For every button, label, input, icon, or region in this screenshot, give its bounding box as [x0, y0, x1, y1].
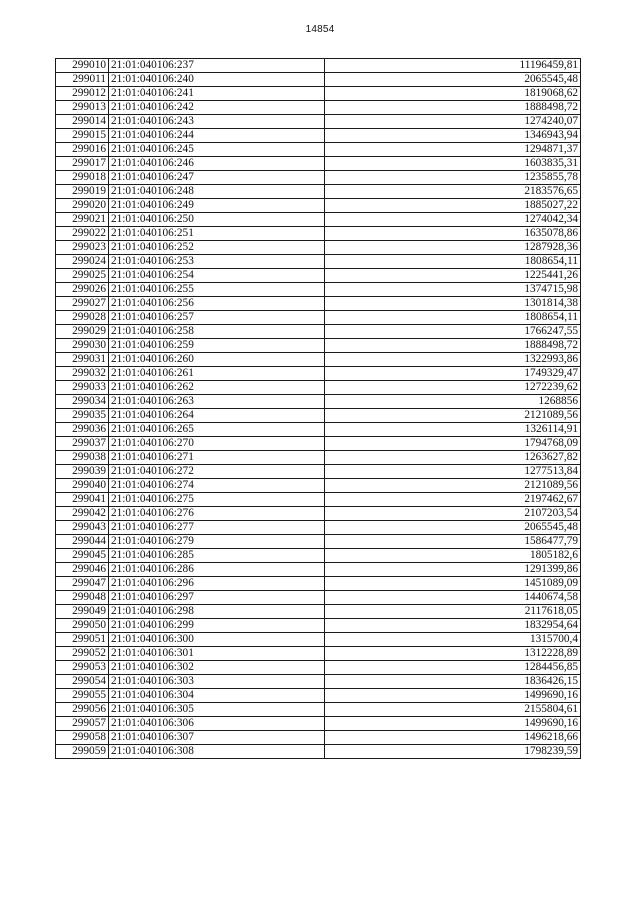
cadastral-number-cell: 21:01:040106:296	[109, 577, 325, 591]
cadastral-value-cell: 1268856	[325, 395, 581, 409]
cadastral-number-cell: 21:01:040106:255	[109, 283, 325, 297]
table-row	[56, 577, 581, 591]
row-number-cell: 299057	[56, 717, 109, 731]
cadastral-value-cell: 1301814,38	[325, 297, 581, 311]
cadastral-value-cell: 1798239,59	[325, 745, 581, 759]
cadastral-number-cell: 21:01:040106:303	[109, 675, 325, 689]
cadastral-value-cell: 1885027,22	[325, 199, 581, 213]
cadastral-value-cell: 1766247,55	[325, 325, 581, 339]
cadastral-number-cell: 21:01:040106:241	[109, 87, 325, 101]
cadastral-value-cell: 1832954,64	[325, 619, 581, 633]
cadastral-value-cell: 1374715,98	[325, 283, 581, 297]
cadastral-number-cell: 21:01:040106:254	[109, 269, 325, 283]
cadastral-value-table	[55, 58, 581, 759]
cadastral-value-cell: 1499690,16	[325, 717, 581, 731]
cadastral-number-cell: 21:01:040106:260	[109, 353, 325, 367]
row-number-cell: 299053	[56, 661, 109, 675]
page-number: 14854	[305, 24, 335, 35]
cadastral-value-cell: 1603835,31	[325, 157, 581, 171]
row-number-cell: 299014	[56, 115, 109, 129]
table-row	[56, 199, 581, 213]
cadastral-value-cell: 1451089,09	[325, 577, 581, 591]
table-row	[56, 479, 581, 493]
row-number-cell: 299022	[56, 227, 109, 241]
row-number-cell: 299041	[56, 493, 109, 507]
table-row	[56, 563, 581, 577]
cadastral-number-cell: 21:01:040106:277	[109, 521, 325, 535]
table-row	[56, 367, 581, 381]
cadastral-value-cell: 1326114,91	[325, 423, 581, 437]
row-number-cell: 299024	[56, 255, 109, 269]
cadastral-number-cell: 21:01:040106:305	[109, 703, 325, 717]
table-row	[56, 647, 581, 661]
table-row	[56, 451, 581, 465]
table-row	[56, 185, 581, 199]
row-number-cell: 299052	[56, 647, 109, 661]
table-row	[56, 437, 581, 451]
table-row	[56, 101, 581, 115]
cadastral-number-cell: 21:01:040106:271	[109, 451, 325, 465]
table-row	[56, 171, 581, 185]
cadastral-number-cell: 21:01:040106:275	[109, 493, 325, 507]
table-row	[56, 745, 581, 759]
cadastral-value-cell: 1496218,66	[325, 731, 581, 745]
table-row	[56, 241, 581, 255]
table-row	[56, 213, 581, 227]
table-row	[56, 325, 581, 339]
table-row	[56, 703, 581, 717]
cadastral-number-cell: 21:01:040106:259	[109, 339, 325, 353]
cadastral-number-cell: 21:01:040106:263	[109, 395, 325, 409]
cadastral-value-cell: 1805182,6	[325, 549, 581, 563]
cadastral-number-cell: 21:01:040106:262	[109, 381, 325, 395]
row-number-cell: 299026	[56, 283, 109, 297]
row-number-cell: 299031	[56, 353, 109, 367]
row-number-cell: 299025	[56, 269, 109, 283]
cadastral-number-cell: 21:01:040106:261	[109, 367, 325, 381]
cadastral-number-cell: 21:01:040106:304	[109, 689, 325, 703]
row-number-cell: 299023	[56, 241, 109, 255]
table-row	[56, 87, 581, 101]
cadastral-value-cell: 1274240,07	[325, 115, 581, 129]
cadastral-number-cell: 21:01:040106:270	[109, 437, 325, 451]
row-number-cell: 299055	[56, 689, 109, 703]
cadastral-value-cell: 2117618,05	[325, 605, 581, 619]
cadastral-number-cell: 21:01:040106:279	[109, 535, 325, 549]
table-row	[56, 115, 581, 129]
cadastral-number-cell: 21:01:040106:253	[109, 255, 325, 269]
table-row	[56, 129, 581, 143]
cadastral-value-cell: 1808654,11	[325, 311, 581, 325]
table-row	[56, 59, 581, 73]
row-number-cell: 299056	[56, 703, 109, 717]
cadastral-value-cell: 1291399,86	[325, 563, 581, 577]
table-row	[56, 381, 581, 395]
row-number-cell: 299040	[56, 479, 109, 493]
table-row	[56, 269, 581, 283]
cadastral-value-cell: 1274042,34	[325, 213, 581, 227]
row-number-cell: 299021	[56, 213, 109, 227]
cadastral-value-cell: 1836426,15	[325, 675, 581, 689]
cadastral-value-cell: 2197462,67	[325, 493, 581, 507]
cadastral-number-cell: 21:01:040106:285	[109, 549, 325, 563]
table-body	[56, 59, 581, 759]
cadastral-number-cell: 21:01:040106:265	[109, 423, 325, 437]
row-number-cell: 299044	[56, 535, 109, 549]
cadastral-value-cell: 2155804,61	[325, 703, 581, 717]
cadastral-number-cell: 21:01:040106:251	[109, 227, 325, 241]
row-number-cell: 299010	[56, 59, 109, 73]
cadastral-number-cell: 21:01:040106:257	[109, 311, 325, 325]
row-number-cell: 299020	[56, 199, 109, 213]
table-row	[56, 619, 581, 633]
cadastral-number-cell: 21:01:040106:302	[109, 661, 325, 675]
table-row	[56, 409, 581, 423]
table-row	[56, 493, 581, 507]
row-number-cell: 299043	[56, 521, 109, 535]
cadastral-number-cell: 21:01:040106:243	[109, 115, 325, 129]
table-row	[56, 423, 581, 437]
table-row	[56, 549, 581, 563]
row-number-cell: 299030	[56, 339, 109, 353]
table-row	[56, 535, 581, 549]
table-row	[56, 689, 581, 703]
cadastral-value-cell: 1499690,16	[325, 689, 581, 703]
table-row	[56, 591, 581, 605]
row-number-cell: 299032	[56, 367, 109, 381]
cadastral-number-cell: 21:01:040106:300	[109, 633, 325, 647]
cadastral-value-cell: 1287928,36	[325, 241, 581, 255]
table-row	[56, 465, 581, 479]
table-row	[56, 605, 581, 619]
cadastral-number-cell: 21:01:040106:298	[109, 605, 325, 619]
cadastral-value-cell: 2065545,48	[325, 521, 581, 535]
table-row	[56, 675, 581, 689]
row-number-cell: 299042	[56, 507, 109, 521]
table-row	[56, 395, 581, 409]
cadastral-value-cell: 1277513,84	[325, 465, 581, 479]
row-number-cell: 299049	[56, 605, 109, 619]
table-row	[56, 283, 581, 297]
cadastral-value-cell: 1794768,09	[325, 437, 581, 451]
cadastral-value-cell: 1312228,89	[325, 647, 581, 661]
row-number-cell: 299013	[56, 101, 109, 115]
row-number-cell: 299054	[56, 675, 109, 689]
cadastral-number-cell: 21:01:040106:245	[109, 143, 325, 157]
cadastral-value-cell: 1888498,72	[325, 339, 581, 353]
cadastral-number-cell: 21:01:040106:244	[109, 129, 325, 143]
cadastral-value-cell: 1888498,72	[325, 101, 581, 115]
cadastral-value-cell: 1284456,85	[325, 661, 581, 675]
cadastral-value-cell: 1225441,26	[325, 269, 581, 283]
row-number-cell: 299033	[56, 381, 109, 395]
cadastral-value-cell: 1315700,4	[325, 633, 581, 647]
cadastral-number-cell: 21:01:040106:248	[109, 185, 325, 199]
cadastral-number-cell: 21:01:040106:252	[109, 241, 325, 255]
cadastral-value-cell: 1808654,11	[325, 255, 581, 269]
cadastral-value-cell: 1272239,62	[325, 381, 581, 395]
cadastral-number-cell: 21:01:040106:237	[109, 59, 325, 73]
cadastral-value-cell: 2107203,54	[325, 507, 581, 521]
cadastral-value-cell: 1346943,94	[325, 129, 581, 143]
cadastral-number-cell: 21:01:040106:272	[109, 465, 325, 479]
table-row	[56, 157, 581, 171]
table-row	[56, 521, 581, 535]
row-number-cell: 299058	[56, 731, 109, 745]
cadastral-value-cell: 1322993,86	[325, 353, 581, 367]
cadastral-value-cell: 1440674,58	[325, 591, 581, 605]
table-row	[56, 633, 581, 647]
row-number-cell: 299027	[56, 297, 109, 311]
cadastral-number-cell: 21:01:040106:242	[109, 101, 325, 115]
cadastral-number-cell: 21:01:040106:264	[109, 409, 325, 423]
cadastral-number-cell: 21:01:040106:301	[109, 647, 325, 661]
cadastral-value-cell: 1635078,86	[325, 227, 581, 241]
table-row	[56, 717, 581, 731]
table-row	[56, 73, 581, 87]
table-row	[56, 661, 581, 675]
cadastral-number-cell: 21:01:040106:256	[109, 297, 325, 311]
row-number-cell: 299036	[56, 423, 109, 437]
cadastral-value-cell: 2121089,56	[325, 479, 581, 493]
cadastral-number-cell: 21:01:040106:286	[109, 563, 325, 577]
cadastral-value-cell: 1263627,82	[325, 451, 581, 465]
cadastral-value-cell: 1294871,37	[325, 143, 581, 157]
cadastral-value-cell: 11196459,81	[325, 59, 581, 73]
cadastral-number-cell: 21:01:040106:240	[109, 73, 325, 87]
table-row	[56, 297, 581, 311]
row-number-cell: 299012	[56, 87, 109, 101]
table-row	[56, 143, 581, 157]
cadastral-number-cell: 21:01:040106:246	[109, 157, 325, 171]
row-number-cell: 299035	[56, 409, 109, 423]
cadastral-number-cell: 21:01:040106:249	[109, 199, 325, 213]
cadastral-number-cell: 21:01:040106:258	[109, 325, 325, 339]
row-number-cell: 299059	[56, 745, 109, 759]
table-row	[56, 339, 581, 353]
row-number-cell: 299048	[56, 591, 109, 605]
row-number-cell: 299051	[56, 633, 109, 647]
row-number-cell: 299046	[56, 563, 109, 577]
table-row	[56, 353, 581, 367]
cadastral-value-cell: 1819068,62	[325, 87, 581, 101]
row-number-cell: 299029	[56, 325, 109, 339]
cadastral-number-cell: 21:01:040106:247	[109, 171, 325, 185]
cadastral-number-cell: 21:01:040106:299	[109, 619, 325, 633]
cadastral-value-cell: 1235855,78	[325, 171, 581, 185]
cadastral-number-cell: 21:01:040106:308	[109, 745, 325, 759]
cadastral-number-cell: 21:01:040106:297	[109, 591, 325, 605]
row-number-cell: 299017	[56, 157, 109, 171]
cadastral-value-cell: 1586477,79	[325, 535, 581, 549]
table-row	[56, 255, 581, 269]
row-number-cell: 299037	[56, 437, 109, 451]
table-row	[56, 507, 581, 521]
table-row	[56, 311, 581, 325]
row-number-cell: 299016	[56, 143, 109, 157]
row-number-cell: 299038	[56, 451, 109, 465]
row-number-cell: 299018	[56, 171, 109, 185]
cadastral-value-cell: 1749329,47	[325, 367, 581, 381]
cadastral-number-cell: 21:01:040106:306	[109, 717, 325, 731]
row-number-cell: 299034	[56, 395, 109, 409]
row-number-cell: 299045	[56, 549, 109, 563]
row-number-cell: 299011	[56, 73, 109, 87]
row-number-cell: 299039	[56, 465, 109, 479]
cadastral-value-cell: 2121089,56	[325, 409, 581, 423]
table-row	[56, 227, 581, 241]
table-row	[56, 731, 581, 745]
row-number-cell: 299028	[56, 311, 109, 325]
row-number-cell: 299015	[56, 129, 109, 143]
cadastral-number-cell: 21:01:040106:250	[109, 213, 325, 227]
cadastral-number-cell: 21:01:040106:274	[109, 479, 325, 493]
row-number-cell: 299050	[56, 619, 109, 633]
cadastral-value-cell: 2183576,65	[325, 185, 581, 199]
cadastral-number-cell: 21:01:040106:276	[109, 507, 325, 521]
row-number-cell: 299019	[56, 185, 109, 199]
cadastral-value-cell: 2065545,48	[325, 73, 581, 87]
row-number-cell: 299047	[56, 577, 109, 591]
cadastral-number-cell: 21:01:040106:307	[109, 731, 325, 745]
